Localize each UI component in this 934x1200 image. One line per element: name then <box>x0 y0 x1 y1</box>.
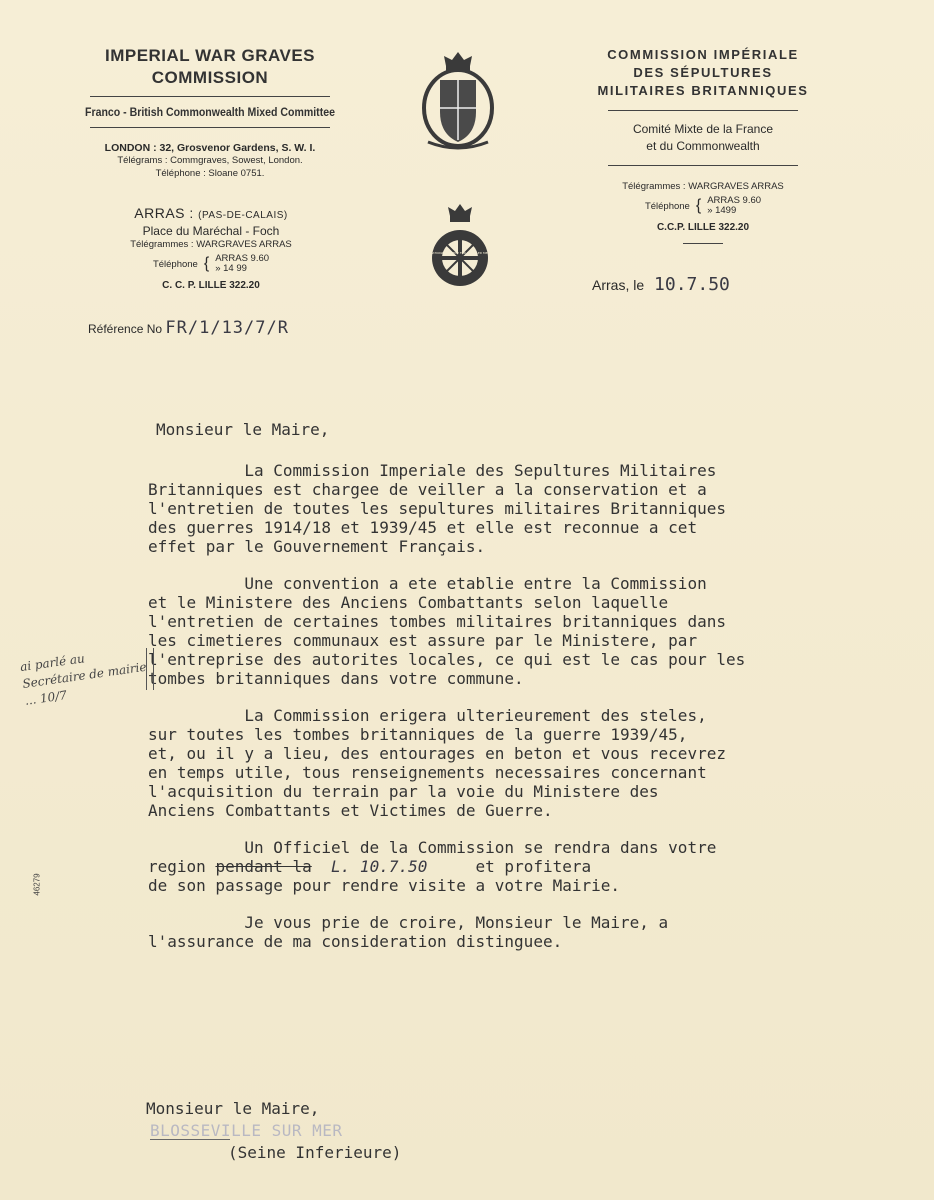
salutation: Monsieur le Maire, <box>156 420 330 439</box>
phone-label: Téléphone <box>644 200 690 212</box>
brace: { <box>695 197 702 214</box>
recipient-address <box>146 1098 401 1164</box>
paragraph-5: Je vous prie de croire, Monsieur le Maire, a l'assurance de ma consideration distinguee. <box>148 913 669 951</box>
org-title-en-line2: COMMISSION <box>151 68 269 87</box>
date-label: Arras, le <box>592 277 645 293</box>
paragraph-4-start: Un Officiel de la Commission se rendra dans votre region <box>148 838 717 876</box>
phone-num-2: » 14 99 <box>215 263 247 274</box>
arras-city-name: ARRAS : <box>134 205 194 221</box>
handwritten-date: L. 10.7.50 <box>311 857 476 876</box>
royal-crest-icon <box>420 50 496 150</box>
arras-telegrams: Télégrammes : WARGRAVES ARRAS <box>130 239 292 250</box>
letter-body <box>148 420 868 969</box>
phone-numbers <box>215 254 269 274</box>
phone-label: Téléphone <box>152 258 198 270</box>
header-french <box>590 46 816 254</box>
london-phone: Téléphone : Sloane 0751. <box>155 168 265 179</box>
address-line-3: (Seine Inferieure) <box>228 1143 402 1162</box>
phone-numbers <box>707 196 761 216</box>
committee-en: Franco - British Commonwealth Mixed Committee <box>85 105 335 119</box>
side-number: 46279 <box>32 873 42 896</box>
org-title-fr-line2: DES SÉPULTURES <box>633 65 773 80</box>
org-title-fr-line1: COMMISSION IMPÉRIALE <box>607 47 799 62</box>
org-title-en-line1: IMPERIAL WAR GRAVES <box>104 46 316 65</box>
arras-city <box>96 205 326 221</box>
national-scheme-seal-icon <box>430 202 490 292</box>
phone-num-1: ARRAS 9.60 <box>707 195 762 206</box>
address-line-2: BLOSSEVILLE SUR MER <box>150 1121 343 1140</box>
phone-num-1: ARRAS 9.60 <box>215 253 270 264</box>
committee-fr-line1: Comité Mixte de la France <box>632 122 774 136</box>
address-rule <box>150 1139 230 1140</box>
fr-phone <box>590 196 816 216</box>
divider <box>608 110 798 111</box>
fr-telegrams: Télégrammes : WARGRAVES ARRAS <box>622 181 784 192</box>
divider <box>683 243 723 244</box>
phone-num-2: » 1499 <box>707 205 737 216</box>
paragraph-4 <box>148 838 868 895</box>
divider <box>90 96 330 97</box>
reference-handwritten: FR/1/13/7/R <box>165 318 289 338</box>
ccp-en: C. C. P. LILLE 322.20 <box>162 280 260 291</box>
brace: { <box>203 255 210 272</box>
margin-double-bar <box>146 648 154 690</box>
handwritten-margin-note: ai parlé au Secrétaire de mairie ... 10/7 <box>19 651 148 708</box>
ccp-fr: C.C.P. LILLE 322.20 <box>656 222 750 233</box>
paragraph-4-end: et profitera de son passage pour rendre visite a votre Mairie. <box>148 857 621 895</box>
paragraph-3: La Commission erigera ulterieurement des steles, sur toutes les tombes britanniques de la guerre 1939/45, et, ou il y a lieu, des entourages en beton et vous recevrez en temps utile, tous renseignements necessaires concernant l'acquisition du terrain par la voie du Ministere des Anciens Combattants et Victimes de Guerre. <box>148 706 726 820</box>
divider <box>608 165 798 166</box>
arras-region: (PAS-DE-CALAIS) <box>198 210 288 221</box>
reference <box>88 318 289 338</box>
org-title-fr-line3: MILITAIRES BRITANNIQUES <box>597 83 809 98</box>
paragraph-2: Une convention a ete etablie entre la Commission et le Ministere des Anciens Combattants selon laquelle l'entretien de certaines tombes militaires britanniques dans les cimetieres communaux est assure par le Ministere, par l'entreprise des autorites locales, ce qui est le cas pour les tombes britanniques dans votre commune. <box>148 574 746 688</box>
date-handwritten: 10.7.50 <box>654 274 730 295</box>
london-telegrams: Télégrams : Commgraves, Sowest, London. <box>117 155 303 166</box>
struck-text: pendant la <box>215 857 312 876</box>
divider <box>90 127 330 128</box>
committee-fr-line2: et du Commonwealth <box>646 139 760 153</box>
address-line-1: Monsieur le Maire, <box>146 1099 320 1118</box>
header-english <box>60 46 360 180</box>
reference-label: Référence No <box>88 322 163 336</box>
arras-phone <box>96 254 326 274</box>
london-address: LONDON : 32, Grosvenor Gardens, S. W. I. <box>104 142 316 154</box>
paragraph-1: La Commission Imperiale des Sepultures Militaires Britanniques est chargee de veiller a la conservation et a l'entretien de toutes les sepultures militaires Britanniques des guerres 1914/18 et 1939/45 et elle est reconnue a cet effet par le Gouvernement Français. <box>148 461 726 556</box>
arras-place: Place du Maréchal - Foch <box>142 224 280 238</box>
date-line <box>592 274 730 295</box>
arras-address-block <box>96 205 326 291</box>
seal-ring-text: NATIONAL SCHEME FOR DISABLED MEN <box>430 251 490 255</box>
